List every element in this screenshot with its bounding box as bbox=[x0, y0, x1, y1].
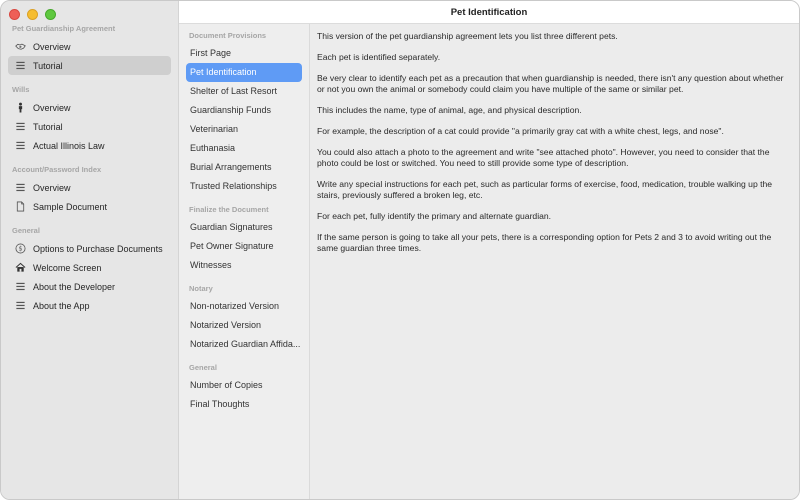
sidebar-item-label: Tutorial bbox=[33, 60, 63, 71]
sidebar-item[interactable] bbox=[8, 98, 171, 117]
sidebar bbox=[1, 1, 179, 500]
sidebar-item[interactable] bbox=[8, 258, 171, 277]
house-icon bbox=[14, 262, 26, 274]
sidebar-item-label: Overview bbox=[33, 102, 71, 113]
section-list-item[interactable]: Non-notarized Version bbox=[190, 301, 280, 311]
sidebar-item-label: Welcome Screen bbox=[33, 262, 102, 273]
sidebar-section-header: Wills bbox=[12, 85, 30, 94]
handshake-icon bbox=[14, 41, 26, 53]
detail-paragraph: You could also attach a photo to the agreement and write "see attached photo". However, you need to consider that the photo could be lost or switched. You need to still provide some type of description. bbox=[317, 147, 770, 168]
sidebar-item[interactable] bbox=[8, 239, 171, 258]
sidebar-section-header: Account/Password Index bbox=[12, 165, 102, 174]
section-list-item[interactable]: First Page bbox=[190, 48, 232, 58]
sidebar-item[interactable] bbox=[8, 56, 171, 75]
sidebar-item-label: Options to Purchase Documents bbox=[33, 243, 163, 254]
sidebar-item-label: Tutorial bbox=[33, 121, 63, 132]
section-list-item[interactable]: Final Thoughts bbox=[190, 399, 250, 409]
sidebar-item-label: About the App bbox=[33, 300, 90, 311]
section-list-item[interactable]: Pet Identification bbox=[186, 63, 302, 82]
title-bar bbox=[179, 1, 799, 24]
detail-paragraph: This version of the pet guardianship agreement lets you list three different pets. bbox=[317, 31, 618, 41]
detail-paragraph: For each pet, fully identify the primary and alternate guardian. bbox=[317, 211, 552, 221]
section-list-item[interactable]: Veterinarian bbox=[190, 124, 239, 134]
detail-paragraph: Each pet is identified separately. bbox=[317, 52, 441, 62]
list-icon bbox=[14, 281, 26, 293]
detail-paragraph: Be very clear to identify each pet as a precaution that when guardianship is needed, there isn't any question about whether or not you own the animal or somebody could claim you have multiple of the same or similar pet. bbox=[317, 73, 784, 94]
list-icon bbox=[14, 60, 26, 72]
list-icon bbox=[14, 121, 26, 133]
section-list-item[interactable]: Euthanasia bbox=[190, 143, 236, 153]
sidebar-item[interactable] bbox=[8, 117, 171, 136]
sidebar-item-label: Overview bbox=[33, 41, 71, 52]
sidebar-item[interactable] bbox=[8, 136, 171, 155]
close-window-button[interactable] bbox=[9, 9, 20, 20]
list-icon bbox=[14, 140, 26, 152]
detail-pane bbox=[311, 24, 799, 499]
section-list-header: Document Provisions bbox=[189, 31, 267, 40]
section-list bbox=[179, 24, 310, 499]
sidebar-item-label: Actual Illinois Law bbox=[33, 140, 105, 151]
section-list-item[interactable]: Trusted Relationships bbox=[190, 181, 277, 191]
section-list-header: Finalize the Document bbox=[189, 205, 269, 214]
section-list-header: Notary bbox=[189, 284, 213, 293]
sidebar-section-header: General bbox=[12, 226, 40, 235]
section-list-item[interactable]: Witnesses bbox=[190, 260, 232, 270]
sidebar-item[interactable] bbox=[8, 296, 171, 315]
section-list-item[interactable]: Guardian Signatures bbox=[190, 222, 273, 232]
person-icon bbox=[14, 102, 26, 114]
sidebar-item[interactable] bbox=[8, 178, 171, 197]
minimize-window-button[interactable] bbox=[27, 9, 38, 20]
section-list-item[interactable]: Pet Owner Signature bbox=[190, 241, 274, 251]
sidebar-item-label: About the Developer bbox=[33, 281, 116, 292]
sidebar-item[interactable] bbox=[8, 37, 171, 56]
sidebar-section-header: Pet Guardianship Agreement bbox=[12, 24, 116, 33]
window-controls bbox=[9, 9, 56, 20]
dollar-icon bbox=[14, 243, 26, 255]
detail-paragraph: If the same person is going to take all your pets, there is a corresponding option for Pets 2 and 3 to avoid writing out the same guardian three times. bbox=[317, 232, 772, 253]
section-list-item[interactable]: Number of Copies bbox=[190, 380, 263, 390]
section-list-item[interactable]: Notarized Version bbox=[190, 320, 262, 330]
section-list-item[interactable]: Notarized Guardian Affida... bbox=[190, 339, 301, 349]
document-icon bbox=[14, 201, 26, 213]
list-icon bbox=[14, 182, 26, 194]
page-title: Pet Identification bbox=[450, 6, 528, 18]
sidebar-item[interactable] bbox=[8, 277, 171, 296]
list-icon bbox=[14, 300, 26, 312]
detail-paragraph: For example, the description of a cat could provide "a primarily gray cat with a white chest, legs, and nose". bbox=[317, 126, 724, 136]
detail-paragraph: Write any special instructions for each pet, such as particular forms of exercise, food, medication, trouble walking up the stairs, previously suffered a broken leg, etc. bbox=[317, 179, 773, 200]
sidebar-item[interactable] bbox=[8, 197, 171, 216]
detail-paragraph: This includes the name, type of animal, age, and physical description. bbox=[317, 105, 582, 115]
section-list-item[interactable]: Guardianship Funds bbox=[190, 105, 272, 115]
zoom-window-button[interactable] bbox=[45, 9, 56, 20]
svg-text:$: $ bbox=[17, 244, 23, 253]
sidebar-item-label: Sample Document bbox=[33, 201, 108, 212]
sidebar-item-label: Overview bbox=[33, 182, 71, 193]
section-list-item[interactable]: Shelter of Last Resort bbox=[190, 86, 278, 96]
section-list-item[interactable]: Burial Arrangements bbox=[190, 162, 272, 172]
section-list-header: General bbox=[189, 363, 217, 372]
sidebar-list bbox=[1, 21, 178, 315]
